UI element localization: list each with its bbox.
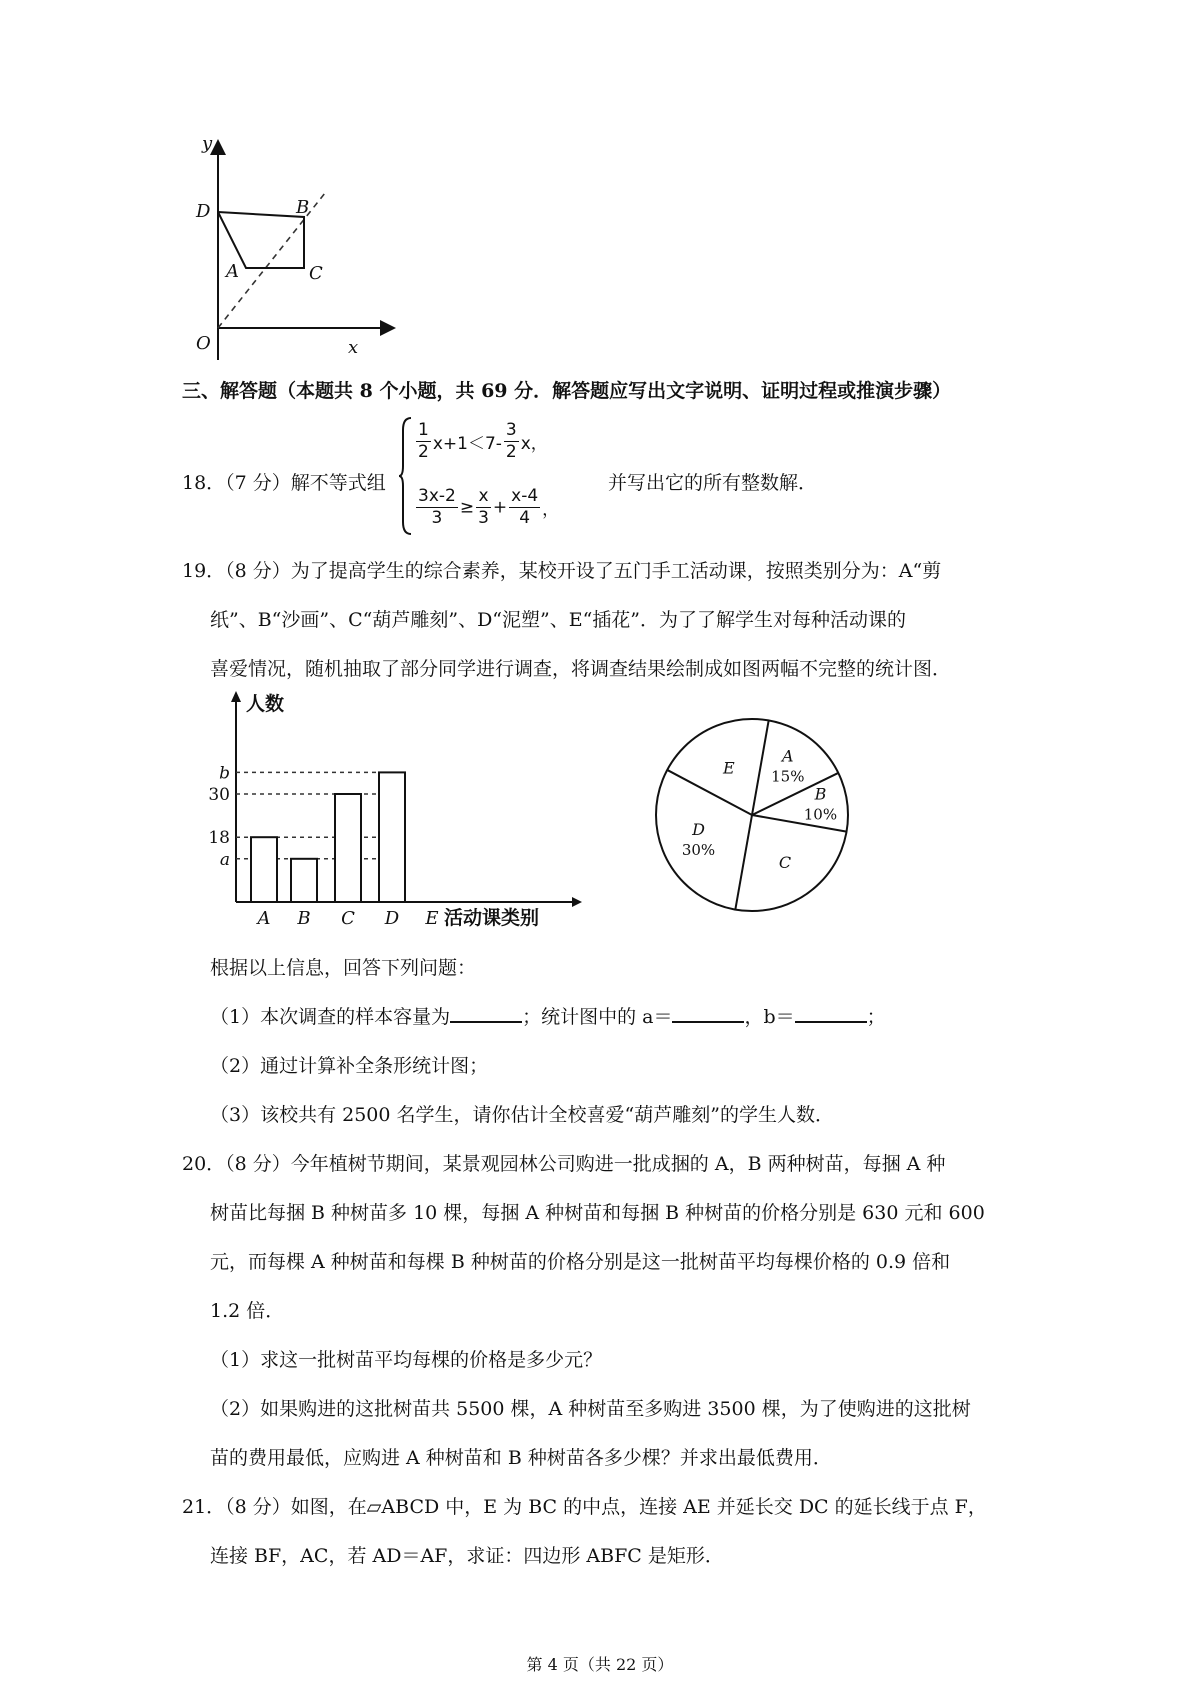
bar	[251, 837, 277, 902]
q19-sub-2: （2）通过计算补全条形统计图；	[210, 1055, 489, 1077]
q19-line-3: 喜爱情况，随机抽取了部分同学进行调查，将调查结果绘制成如图两幅不完整的统计图．	[210, 658, 952, 680]
pie-slice-label: D	[692, 820, 705, 840]
q20-sub-2-line-2: 苗的费用最低，应购进 A 种树苗和 B 种树苗各多少棵？并求出最低费用．	[210, 1447, 832, 1469]
bar	[335, 794, 361, 902]
q20-line-2: 树苗比每捆 B 种树苗多 10 棵，每捆 A 种树苗和每捆 B 种树苗的价格分别是 630 元和 600	[210, 1202, 985, 1224]
q19-sub-1-text-b: ；统计图中的 a＝	[522, 1006, 673, 1028]
pie-slice-percent: 10%	[803, 805, 838, 824]
pie-slice-percent: 30%	[681, 841, 716, 860]
q18-prefix: 18．（7 分）解不等式组	[182, 472, 386, 494]
q20-line-1: 20．（8 分）今年植树节期间，某景观园林公司购进一批成捆的 A，B 两种树苗，每捆 A 种	[182, 1153, 946, 1175]
y-axis-label: y	[202, 133, 213, 154]
q19-line-2: 纸”、B“沙画”、C“葫芦雕刻”、D“泥塑”、E“插花”．为了了解学生对每种活动课的	[210, 609, 907, 631]
quadrilateral-shape	[218, 212, 304, 268]
fraction: $\frac{x-4}{4}$	[511, 486, 539, 528]
page-footer: 第 4 页（共 22 页）	[526, 1655, 674, 1674]
section-heading: 三、解答题（本题共 8 个小题，共 69 分．解答题应写出文字说明、证明过程或推演步骤）	[182, 380, 952, 402]
system-brace	[399, 416, 413, 536]
q19-intro: 根据以上信息，回答下列问题：	[210, 957, 477, 979]
system-row-2: $\frac{3x-2}{3}$ ≥ $\frac{x}{3}$ + $\frac{x-4}{4}$ ，	[418, 486, 560, 528]
pie-chart	[652, 715, 852, 915]
bar-chart	[200, 688, 590, 928]
x-axis-label: x	[348, 337, 359, 358]
q20-sub-1: （1）求这一批树苗平均每棵的价格是多少元？	[210, 1349, 603, 1371]
q18-suffix: 并写出它的所有整数解．	[608, 472, 818, 494]
y-tick-label: 30	[208, 785, 230, 805]
pie-slice-label: C	[778, 853, 792, 873]
fraction: $\frac{3x-2}{3}$	[418, 486, 456, 528]
y-axis-arrow	[231, 691, 241, 702]
y-tick-label: b	[219, 763, 230, 784]
q19-sub-1	[210, 1003, 886, 1031]
x-category-label: C	[341, 908, 355, 929]
answer-blank[interactable]	[795, 1003, 867, 1023]
q19-line-1: 19．（8 分）为了提高学生的综合素养，某校开设了五门手工活动课，按照类别分为：A“剪	[182, 560, 942, 582]
x-category-label: B	[297, 908, 311, 929]
bar	[291, 859, 317, 902]
q20-sub-2-line-1: （2）如果购进的这批树苗共 5500 棵，A 种树苗至多购进 3500 棵，为了使购进的这批树	[210, 1398, 971, 1420]
pie-slice-label: B	[814, 784, 827, 804]
q20-line-3: 元，而每棵 A 种树苗和每棵 B 种树苗的价格分别是这一批树苗平均每棵价格的 0.9 倍和	[210, 1251, 951, 1273]
pie-slice-label: E	[723, 758, 735, 778]
origin-label: O	[196, 333, 211, 354]
point-b-label: B	[296, 197, 310, 218]
q19-sub-1-text-a: （1）本次调查的样本容量为	[210, 1006, 451, 1028]
y-tick-label: a	[219, 849, 230, 870]
q19-sub-3: （3）该校共有 2500 名学生，请你估计全校喜爱“葫芦雕刻”的学生人数．	[210, 1104, 834, 1126]
system-row-1: $\frac{1}{2}$ x+1＜7- $\frac{3}{2}$ x，	[418, 420, 548, 462]
q19-sub-1-text-d: ；	[866, 1006, 886, 1028]
x-category-label: D	[384, 908, 400, 929]
y-axis-label: 人数	[246, 693, 285, 715]
pie-slice-label: A	[782, 746, 794, 766]
x-category-label: A	[257, 908, 271, 929]
point-d-label: D	[196, 201, 211, 222]
x-axis-arrow	[572, 897, 582, 907]
q19-sub-1-text-c: ，b＝	[744, 1006, 795, 1028]
q21-line-1: 21．（8 分）如图，在▱ABCD 中，E 为 BC 的中点，连接 AE 并延长交 DC 的延长线于点 F，	[182, 1496, 987, 1518]
point-a-label: A	[226, 261, 239, 282]
answer-blank[interactable]	[450, 1003, 522, 1023]
fraction: $\frac{x}{3}$	[478, 486, 489, 528]
quadrilateral-figure	[196, 133, 400, 360]
fraction: $\frac{3}{2}$	[505, 420, 517, 462]
q20-line-4: 1.2 倍．	[210, 1300, 285, 1322]
x-axis-label: 活动课类别	[444, 907, 540, 929]
bar	[379, 772, 405, 902]
pie-slice-percent: 15%	[771, 767, 805, 786]
fraction: $\frac{1}{2}$	[418, 420, 429, 462]
x-category-label: E	[425, 908, 439, 929]
answer-blank[interactable]	[672, 1003, 744, 1023]
y-tick-label: 18	[208, 828, 230, 849]
point-c-label: C	[309, 263, 323, 284]
q21-line-2: 连接 BF，AC，若 AD＝AF，求证：四边形 ABFC 是矩形．	[210, 1545, 724, 1567]
